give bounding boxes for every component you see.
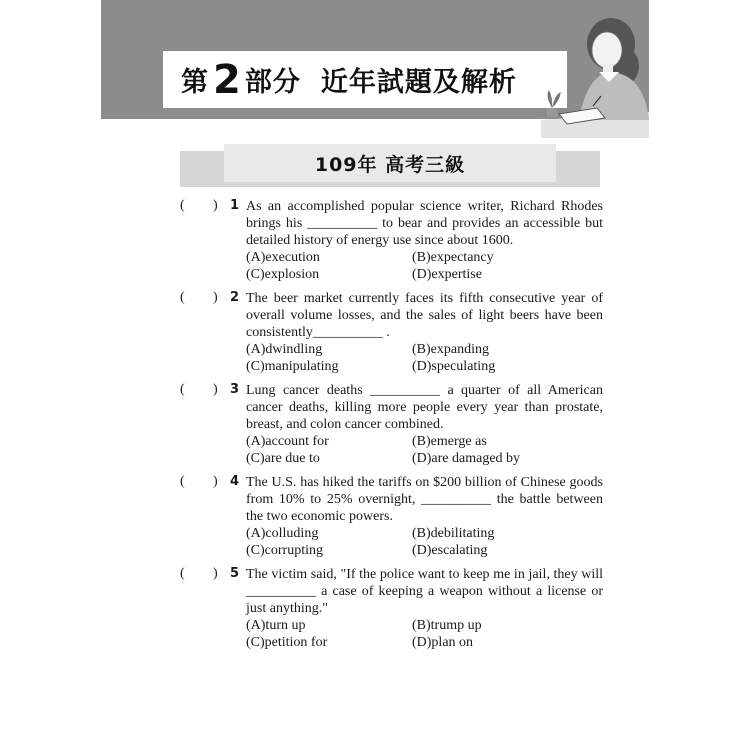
- option-b: (B)trump up: [412, 618, 482, 633]
- section-title: 109年 高考三級: [224, 144, 556, 182]
- option-c: (C)manipulating: [246, 359, 339, 374]
- question-number: 2: [230, 290, 240, 305]
- option-c: (C)corrupting: [246, 543, 323, 558]
- option-d: (D)expertise: [412, 267, 482, 282]
- question-text: The victim said, "If the police want to keep me in jail, they will __________ a case of keeping a weapon without a license or just anything.": [246, 567, 603, 616]
- option-a: (A)colluding: [246, 526, 319, 541]
- option-d: (D)speculating: [412, 359, 496, 374]
- woman-writing-illustration: [541, 8, 649, 138]
- option-b: (B)debilitating: [412, 526, 495, 541]
- book-page: 第 2 部分 近年試題及解析 109年 高考三級 ( ) 1 As an accomplished popular science writer, Richard Rhodes brings his __________ to bear and provides an accessible but detailed history of energy use since about 1600. (A)execution (B)expectancy (C)explosion (D)expertise ( ) 2 The beer market currently faces its fifth consecutive year of overall volume losses, and the sales of light beers have been consistently__________ . (A)dwindling (B)expanding (C)manipulating (D)speculating ( ) 3 Lung cancer deaths __________ a quarter of all American cancer deaths, killing more people every year than prostate, breast, and colon cancer combined. (A)account for (B)emerge as (C)are due to (D)are damaged by ( ) 4 The U.S. has hiked the tariffs on $200 billion of Chinese goods from 10% to 25% overnight, __________ the battle between the two economic powers. (A)colluding (B)debilitating (C)corrupting (D)escalating ( ) 5 The victim said, "If the police want to keep me in jail, they will __________ a case of keeping a weapon without a license or just anything." (A)turn up (B)trump up (C)petition for (D)plan on: [101, 0, 649, 750]
- option-a: (A)execution: [246, 250, 320, 265]
- option-d: (D)escalating: [412, 543, 488, 558]
- question-text: The U.S. has hiked the tariffs on $200 billion of Chinese goods from 10% to 25% overnight, __________ the battle between the two economic powers.: [246, 475, 603, 524]
- option-a: (A)turn up: [246, 618, 306, 633]
- question-text: The beer market currently faces its fifth consecutive year of overall volume losses, and the sales of light beers have been consistently__________ .: [246, 291, 603, 340]
- option-d: (D)plan on: [412, 635, 474, 650]
- part-title-text: 近年試題及解析: [320, 67, 517, 98]
- option-c: (C)explosion: [246, 267, 320, 282]
- option-d: (D)are damaged by: [412, 451, 521, 466]
- question-text: Lung cancer deaths __________ a quarter of all American cancer deaths, killing more people every year than prostate, breast, and colon cancer combined.: [246, 383, 603, 432]
- question-number: 3: [230, 382, 240, 397]
- question-number: 1: [230, 198, 240, 213]
- option-b: (B)emerge as: [412, 434, 487, 449]
- part-number: 2: [213, 56, 241, 103]
- option-a: (A)account for: [246, 434, 329, 449]
- option-b: (B)expectancy: [412, 250, 494, 265]
- part-prefix: 第: [181, 67, 209, 98]
- part-title: [163, 51, 567, 108]
- option-c: (C)are due to: [246, 451, 320, 466]
- option-a: (A)dwindling: [246, 342, 323, 357]
- question-number: 5: [230, 566, 240, 581]
- part-suffix: 部分: [244, 67, 301, 98]
- option-c: (C)petition for: [246, 635, 328, 650]
- question-text: As an accomplished popular science writer, Richard Rhodes brings his __________ to bear and provides an accessible but detailed history of energy use since about 1600.: [246, 199, 603, 248]
- question-number: 4: [230, 474, 240, 489]
- option-b: (B)expanding: [412, 342, 489, 357]
